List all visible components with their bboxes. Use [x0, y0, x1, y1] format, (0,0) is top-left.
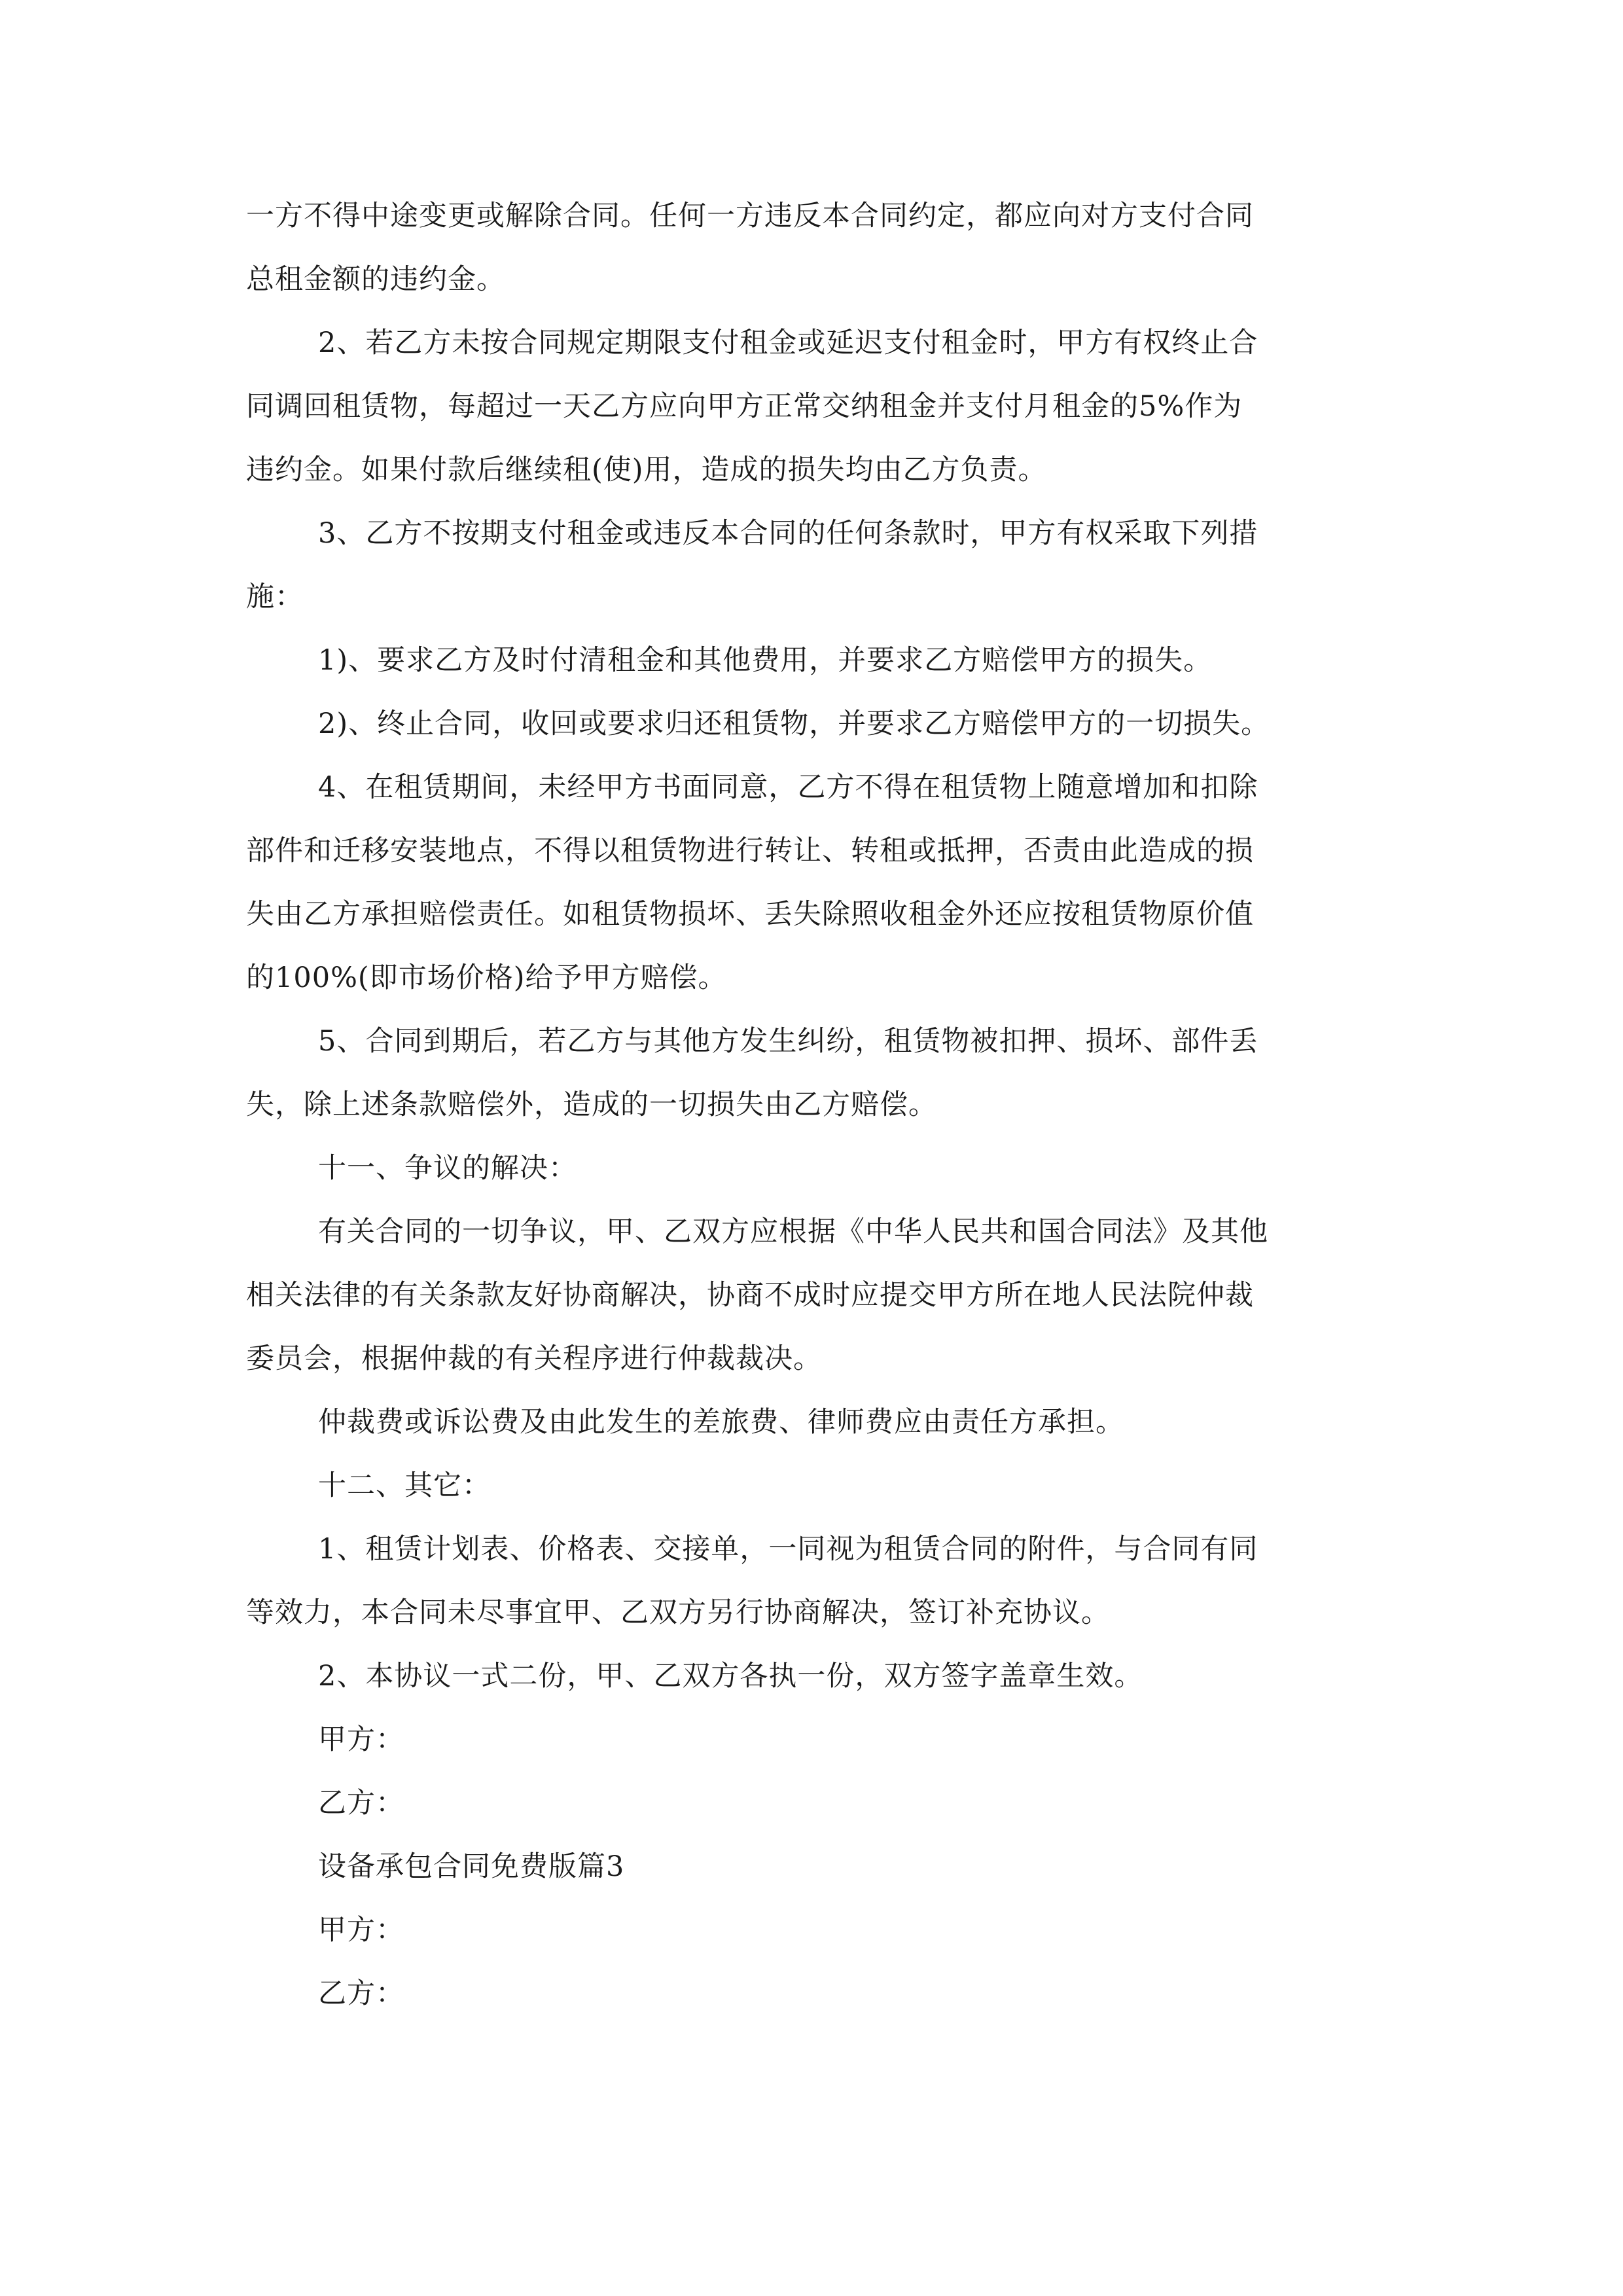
text-line: 总租金额的违约金。: [246, 263, 505, 296]
paragraph-other-1: [246, 1518, 1398, 1645]
text-line: 失由乙方承担赔偿责任。如租赁物损坏、丢失除照收租金外还应按租赁物原价值: [246, 898, 1254, 931]
text-line: 一方不得中途变更或解除合同。任何一方违反本合同约定，都应向对方支付合同: [246, 200, 1254, 232]
text-line: 违约金。如果付款后继续租(使)用，造成的损失均由乙方负责。: [246, 454, 1047, 486]
text-line: 1、租赁计划表、价格表、交接单，一同视为租赁合同的附件，与合同有同: [318, 1533, 1258, 1566]
signature-party-b: [246, 1772, 1398, 1835]
section-title-part-3: [246, 1835, 1398, 1899]
text-line: 乙方：: [318, 1787, 404, 1820]
text-line: 乙方：: [318, 1977, 404, 2010]
signature-party-a: [246, 1708, 1398, 1772]
paragraph-clause-2: [246, 312, 1398, 502]
paragraph-clause-5: [246, 1010, 1398, 1137]
text-line: 2)、终止合同，收回或要求归还租赁物，并要求乙方赔偿甲方的一切损失。: [318, 708, 1270, 740]
text-line: 部件和迁移安装地点，不得以租赁物进行转让、转租或抵押，否责由此造成的损: [246, 834, 1254, 867]
paragraph-other-2: [246, 1645, 1398, 1708]
paragraph-clause-4: [246, 756, 1398, 1010]
paragraph-measure-1: [246, 629, 1398, 692]
text-line: 仲裁费或诉讼费及由此发生的差旅费、律师费应由责任方承担。: [318, 1406, 1124, 1439]
text-line: 2、本协议一式二份，甲、乙双方各执一份，双方签字盖章生效。: [318, 1660, 1143, 1693]
paragraph-clause-3: [246, 502, 1398, 629]
text-line: 甲方：: [318, 1723, 404, 1756]
text-line: 委员会，根据仲裁的有关程序进行仲裁裁决。: [246, 1342, 822, 1375]
party-b-label: [246, 1962, 1398, 2026]
text-line: 十二、其它：: [318, 1469, 491, 1502]
text-line: 相关法律的有关条款友好协商解决，协商不成时应提交甲方所在地人民法院仲裁: [246, 1279, 1254, 1312]
section-heading-other: [246, 1454, 1398, 1518]
text-line: 施：: [246, 581, 304, 613]
paragraph-arbitration-fees: [246, 1391, 1398, 1454]
text-line: 甲方：: [318, 1914, 404, 1946]
party-a-label: [246, 1899, 1398, 1962]
text-line: 十一、争议的解决：: [318, 1152, 577, 1185]
text-line: 等效力，本合同未尽事宜甲、乙双方另行协商解决，签订补充协议。: [246, 1596, 1110, 1629]
text-line: 设备承包合同免费版篇3: [318, 1850, 625, 1883]
paragraph-dispute-resolution: [246, 1200, 1398, 1391]
text-line: 有关合同的一切争议，甲、乙双方应根据《中华人民共和国合同法》及其他: [318, 1215, 1268, 1248]
text-line: 的100%(即市场价格)给予甲方赔偿。: [246, 961, 727, 994]
text-line: 4、在租赁期间，未经甲方书面同意，乙方不得在租赁物上随意增加和扣除: [318, 771, 1258, 804]
paragraph-measure-2: [246, 692, 1398, 756]
text-line: 2、若乙方未按合同规定期限支付租金或延迟支付租金时，甲方有权终止合: [318, 327, 1258, 359]
document-body: [246, 185, 1398, 2026]
text-line: 5、合同到期后，若乙方与其他方发生纠纷，租赁物被扣押、损坏、部件丢: [318, 1025, 1258, 1058]
text-line: 同调回租赁物，每超过一天乙方应向甲方正常交纳租金并支付月租金的5%作为: [246, 390, 1243, 423]
paragraph-penalty-intro: [246, 185, 1398, 312]
text-line: 3、乙方不按期支付租金或违反本合同的任何条款时，甲方有权采取下列措: [318, 517, 1258, 550]
text-line: 失，除上述条款赔偿外，造成的一切损失由乙方赔偿。: [246, 1088, 937, 1121]
section-heading-dispute: [246, 1137, 1398, 1200]
text-line: 1)、要求乙方及时付清租金和其他费用，并要求乙方赔偿甲方的损失。: [318, 644, 1213, 677]
